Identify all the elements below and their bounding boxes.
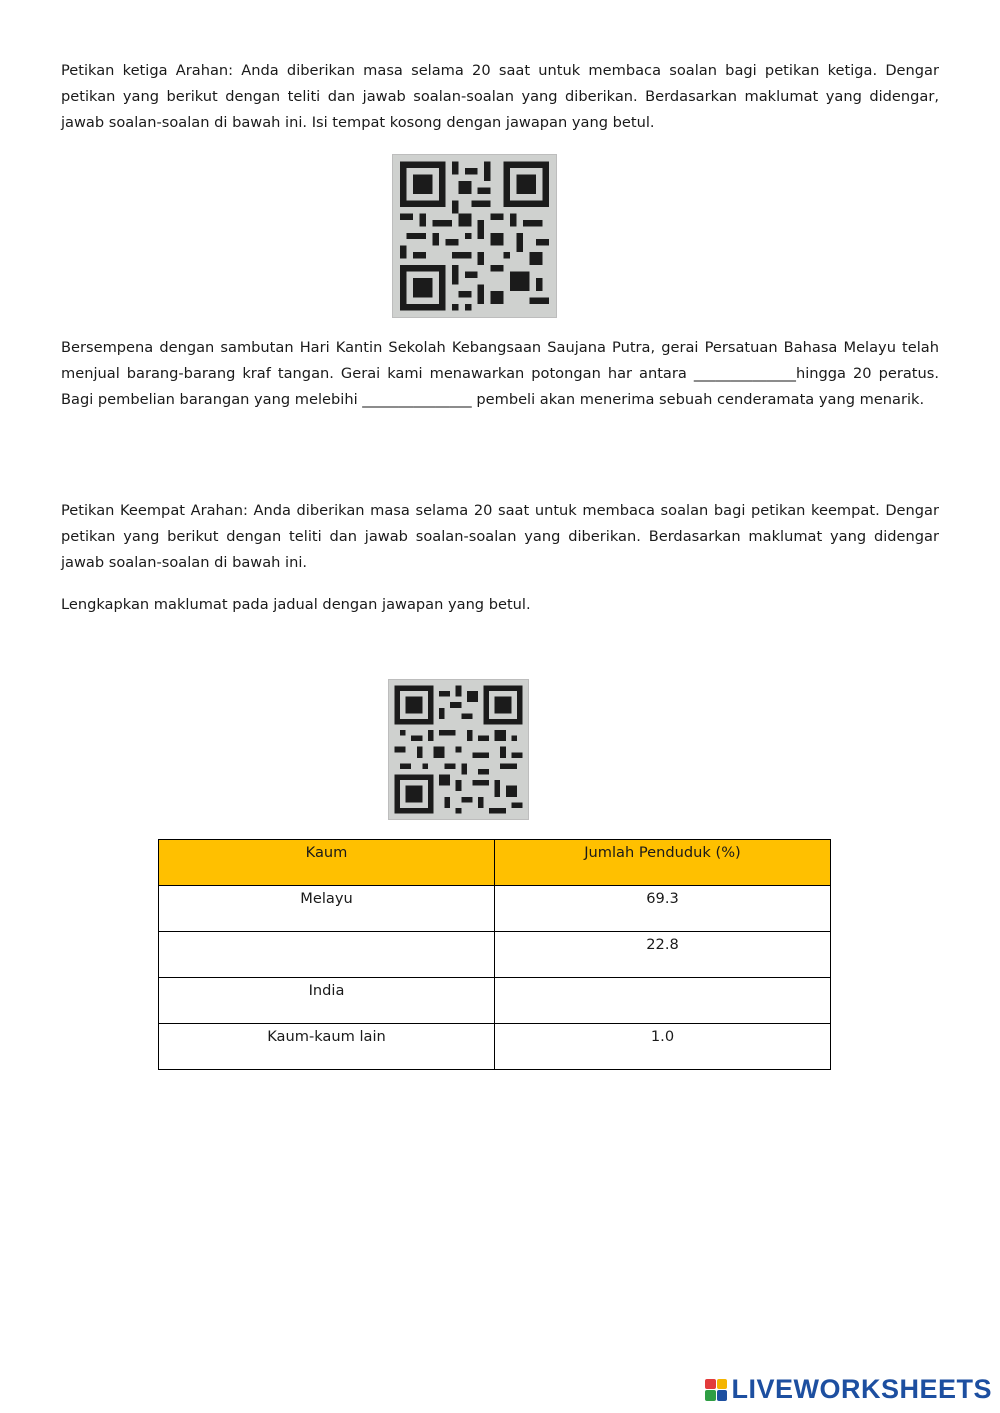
answer-cell[interactable]: [495, 978, 831, 1024]
liveworksheets-logo-icon: [705, 1379, 727, 1401]
table-cell: Kaum-kaum lain: [159, 1024, 495, 1070]
section4-prompt: Lengkapkan maklumat pada jadual dengan jawapan yang betul.: [61, 596, 531, 613]
table-row: [159, 978, 831, 1024]
qr-code-icon: [389, 680, 528, 819]
table-cell: 1.0: [495, 1024, 831, 1070]
answer-cell[interactable]: [159, 932, 495, 978]
population-table: [158, 839, 831, 1070]
brand-name: LIVEWORKSHEETS: [731, 1374, 992, 1404]
liveworksheets-logo: [705, 1374, 992, 1405]
table-row: [159, 1024, 831, 1070]
table-cell: 69.3: [495, 886, 831, 932]
qr-code-icon: [393, 155, 556, 317]
table-row: [159, 932, 831, 978]
table-cell: 22.8: [495, 932, 831, 978]
qr-code-1: [392, 154, 557, 318]
section3-instructions: Petikan ketiga Arahan: Anda diberikan masa selama 20 saat untuk membaca soalan bagi petikan ketiga. Dengar petikan yang berikut dengan teliti dan jawab soalan-soalan yang diberikan. Berdasarkan maklumat yang didengar, jawab soalan-soalan di bawah ini. Isi tempat kosong dengan jawapan yang betul.: [61, 62, 939, 131]
table-row: [159, 886, 831, 932]
qr-code-2: [388, 679, 529, 820]
section4-instructions: Petikan Keempat Arahan: Anda diberikan masa selama 20 saat untuk membaca soalan bagi petikan keempat. Dengar petikan yang berikut dengan teliti dan jawab soalan-soalan yang diberikan. Berdasarkan maklumat yang didengar jawab soalan-soalan di bawah ini.: [61, 502, 939, 571]
header-kaum: Kaum: [159, 840, 495, 886]
table-cell: Melayu: [159, 886, 495, 932]
header-jumlah-penduduk: Jumlah Penduduk (%): [495, 840, 831, 886]
table-cell: India: [159, 978, 495, 1024]
table-header-row: [159, 840, 831, 886]
section3-passage: Bersempena dengan sambutan Hari Kantin Sekolah Kebangsaan Saujana Putra, gerai Persatuan Bahasa Melayu telah menjual barang-barang kraf tangan. Gerai kami menawarkan potongan har antara ______________hingga 20 peratus. Bagi pembelian barangan yang melebihi _______________ pembeli akan menerima sebuah cenderamata yang menarik.: [61, 339, 939, 408]
